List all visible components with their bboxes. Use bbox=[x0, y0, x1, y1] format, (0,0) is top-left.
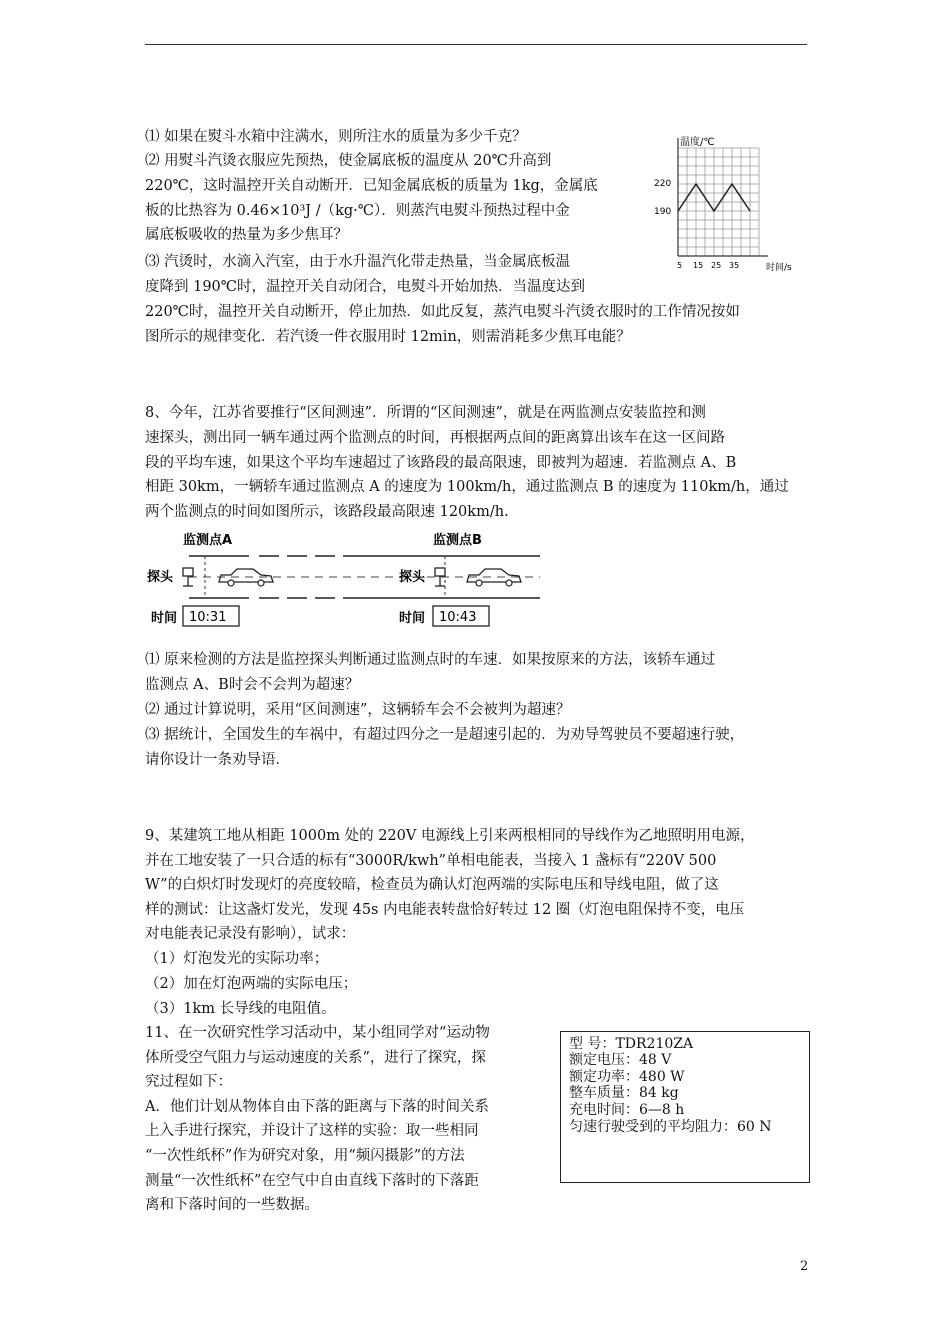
point-a-label: 监测点A bbox=[183, 533, 233, 548]
graph-ytick: 220 bbox=[654, 179, 672, 189]
point-b-label: 监测点B bbox=[433, 533, 482, 548]
graph-xtick: 35 bbox=[729, 261, 740, 270]
graph-xtick: 25 bbox=[711, 261, 722, 270]
q8-sub-line: ⑶ 据统计，全国发生的车祸中，有超过四分之一是超速引起的．为劝导驾驶员不要超速行驶， bbox=[145, 727, 745, 743]
road-figure bbox=[145, 526, 545, 634]
q11-line: “一次性纸杯”作为研究对象，用“频闪摄影”的方法 bbox=[145, 1148, 465, 1164]
q9-line: 9、某建筑工地从相距 1000m 处的 220V 电源线上引来两根相同的导线作为乙地照明用电源， bbox=[145, 828, 755, 844]
q7-line: 220℃时，温控开关自动断开，停止加热．如此反复，蒸汽电熨斗汽烫衣服时的工作情况按如 bbox=[145, 304, 740, 320]
time-label-a: 时间 bbox=[151, 611, 178, 626]
q8-line: 段的平均车速，如果这个平均车速超过了该路段的最高限速，即被判为超速．若监测点 A、B bbox=[145, 455, 737, 471]
graph-grid bbox=[678, 148, 759, 256]
page-number: 2 bbox=[800, 1259, 809, 1274]
q7-line: 度降到 190℃时，温控开关自动闭合，电熨斗开始加热．当温度达到 bbox=[145, 279, 586, 295]
graph-xtick: 15 bbox=[693, 261, 704, 270]
q9-line: 并在工地安装了一只合适的标有“3000R/kwh”单相电能表，当接入 1 盏标有“220V 500 bbox=[145, 853, 717, 869]
probe-a-label: 探头 bbox=[147, 570, 174, 585]
q7-line: ⑶ 汽烫时，水滴入汽室，由于水升温汽化带走热量，当金属底板温 bbox=[145, 254, 571, 270]
q9-line: （1）灯泡发光的实际功率； bbox=[145, 951, 329, 967]
graph-xlabel: 时间/s bbox=[766, 263, 792, 273]
q11-line: 体所受空气阻力与运动速度的关系”，进行了探究，探 bbox=[145, 1050, 486, 1066]
q7-line: 220℃，这时温控开关自动断开．已知金属底板的质量为 1kg，金属底 bbox=[145, 178, 598, 194]
spec-row: 型 号：TDR210ZA bbox=[569, 1036, 694, 1052]
spec-row: 额定电压：48 V bbox=[569, 1052, 672, 1068]
q9-line: （3）1km 长导线的电阻值。 bbox=[145, 1001, 336, 1017]
q7-line: 图所示的规律变化．若汽烫一件衣服用时 12min，则需消耗多少焦耳电能？ bbox=[145, 329, 631, 345]
graph-ylabel: 温度/℃ bbox=[680, 137, 715, 148]
q7-line: ⑴ 如果在熨斗水箱中注满水，则所注水的质量为多少千克？ bbox=[145, 129, 527, 145]
q7-line: 属底板吸收的热量为多少焦耳？ bbox=[145, 227, 348, 243]
q8-line: 相距 30km，一辆轿车通过监测点 A 的速度为 100km/h，通过监测点 B 的速度为 110km/h，通过 bbox=[145, 479, 789, 495]
time-label-b: 时间 bbox=[399, 611, 426, 626]
q9-line: 样的测试：让这盏灯发光，发现 45s 内电能表转盘恰好转过 12 圈（灯泡电阻保持不变，电压 bbox=[145, 902, 745, 918]
q8-line: 两个监测点的时间如图所示，该路段最高限速 120km/h. bbox=[145, 504, 509, 520]
q11-line: 究过程如下： bbox=[145, 1074, 232, 1090]
graph-ytick: 190 bbox=[654, 207, 672, 217]
spec-row: 匀速行驶受到的平均阻力：60 N bbox=[569, 1119, 772, 1135]
q11-line: 离和下落时间的一些数据。 bbox=[145, 1197, 319, 1213]
q9-line: （2）加在灯泡两端的实际电压； bbox=[145, 976, 358, 992]
time-value-a: 10:31 bbox=[189, 610, 227, 625]
q8-sub-line: 监测点 A、B时会不会判为超速？ bbox=[145, 677, 360, 693]
q8-sub-line: ⑵ 通过计算说明，采用“区间测速”，这辆轿车会不会被判为超速？ bbox=[145, 702, 571, 718]
q9-line: W”的白炽灯时发现灯的亮度较暗，检查员为确认灯泡两端的实际电压和导线电阻，做了这 bbox=[145, 877, 719, 893]
spec-row: 整车质量：84 kg bbox=[569, 1085, 679, 1101]
time-value-b: 10:43 bbox=[439, 610, 477, 625]
temperature-graph bbox=[650, 128, 810, 278]
q7-line: 板的比热容为 0.46×10³J /（kg·℃）．则蒸汽电熨斗预热过程中金 bbox=[145, 203, 570, 219]
graph-xtick: 5 bbox=[677, 261, 683, 270]
q8-line: 8、今年，江苏省要推行“区间测速”．所谓的“区间测速”，就是在两监测点安装监控和测 bbox=[145, 405, 706, 421]
spec-row: 充电时间：6—8 h bbox=[569, 1102, 685, 1118]
q11-line: 测量“一次性纸杯”在空气中自由直线下落时的下落距 bbox=[145, 1173, 479, 1189]
spec-box bbox=[560, 1031, 810, 1183]
q8-sub-line: ⑴ 原来检测的方法是监控探头判断通过监测点时的车速．如果按原来的方法，该轿车通过 bbox=[145, 652, 716, 668]
spec-row: 额定功率：480 W bbox=[569, 1069, 685, 1085]
q11-line: 上入手进行探究，并设计了这样的实验：取一些相同 bbox=[145, 1123, 479, 1139]
header-rule bbox=[145, 44, 807, 45]
q11-line: 11、在一次研究性学习活动中，某小组同学对“运动物 bbox=[145, 1025, 490, 1041]
probe-b-label: 探头 bbox=[399, 570, 426, 585]
q7-line: ⑵ 用熨斗汽烫衣服应先预热，使金属底板的温度从 20℃升高到 bbox=[145, 153, 552, 169]
q8-line: 速探头，测出同一辆车通过两个监测点的时间，再根据两点间的距离算出该车在这一区间路 bbox=[145, 430, 725, 446]
q8-sub-line: 请你设计一条劝导语． bbox=[145, 752, 290, 768]
q9-line: 对电能表记录没有影响），试求： bbox=[145, 926, 356, 942]
q11-line: A．他们计划从物体自由下落的距离与下落的时间关系 bbox=[145, 1099, 489, 1115]
